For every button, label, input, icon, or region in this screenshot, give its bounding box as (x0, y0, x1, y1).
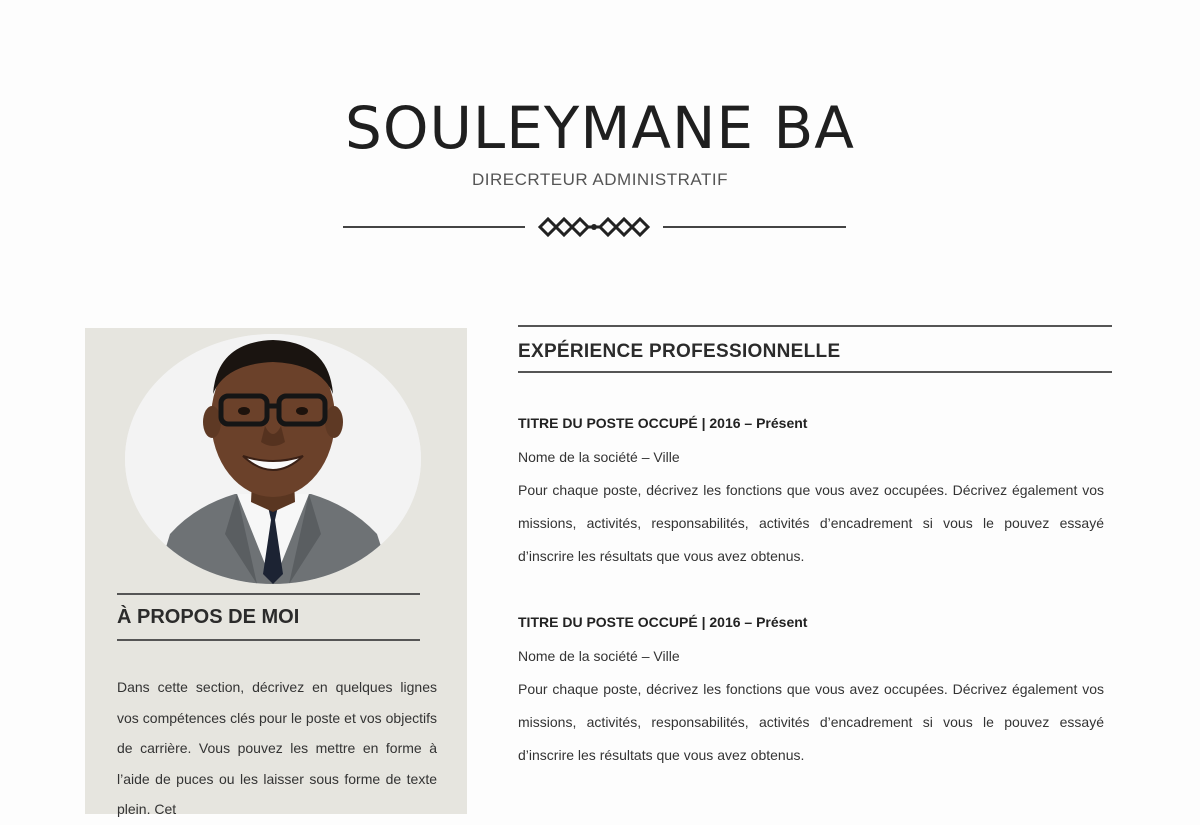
job-description: Pour chaque poste, décrivez les fonctions que vous avez occupées. Décrivez également vos missions, activités, responsabilités, activités d’encadrement si vous le pouvez essayé d’inscrire les résultats que vous avez obtenus. (518, 681, 1104, 763)
job-entry (518, 413, 1104, 573)
profile-photo (125, 334, 421, 584)
job-heading: TITRE DU POSTE OCCUPÉ | 2016 – Présent (518, 415, 808, 431)
candidate-job-title: DIRECRTEUR ADMINISTRATIF (472, 170, 728, 189)
experience-rule-bottom (518, 371, 1112, 373)
about-rule-top (117, 593, 420, 595)
job-heading: TITRE DU POSTE OCCUPÉ | 2016 – Présent (518, 614, 808, 630)
header-divider-left (343, 226, 525, 228)
about-text: Dans cette section, décrivez en quelques lignes vos compétences clés pour le poste et vos objectifs de carrière. Vous pouvez les mettre en forme à l’aide de puces ou les laisser sous forme de texte plein. Cet (117, 679, 437, 817)
job-entry (518, 612, 1104, 772)
experience-rule-top (518, 325, 1112, 327)
about-section-title: À PROPOS DE MOI (117, 606, 300, 628)
job-company: Nome de la société – Ville (518, 648, 680, 664)
experience-section-title: EXPÉRIENCE PROFESSIONNELLE (518, 341, 841, 362)
about-rule-bottom (117, 639, 420, 641)
job-description: Pour chaque poste, décrivez les fonctions que vous avez occupées. Décrivez également vos missions, activités, responsabilités, activités d’encadrement si vous le pouvez essayé d’inscrire les résultats que vous avez obtenus. (518, 482, 1104, 564)
header-divider-right (663, 226, 846, 228)
job-company: Nome de la société – Ville (518, 449, 680, 465)
diamond-chain-ornament-icon (534, 212, 654, 242)
candidate-name: SOULEYMANE BA (345, 94, 855, 162)
